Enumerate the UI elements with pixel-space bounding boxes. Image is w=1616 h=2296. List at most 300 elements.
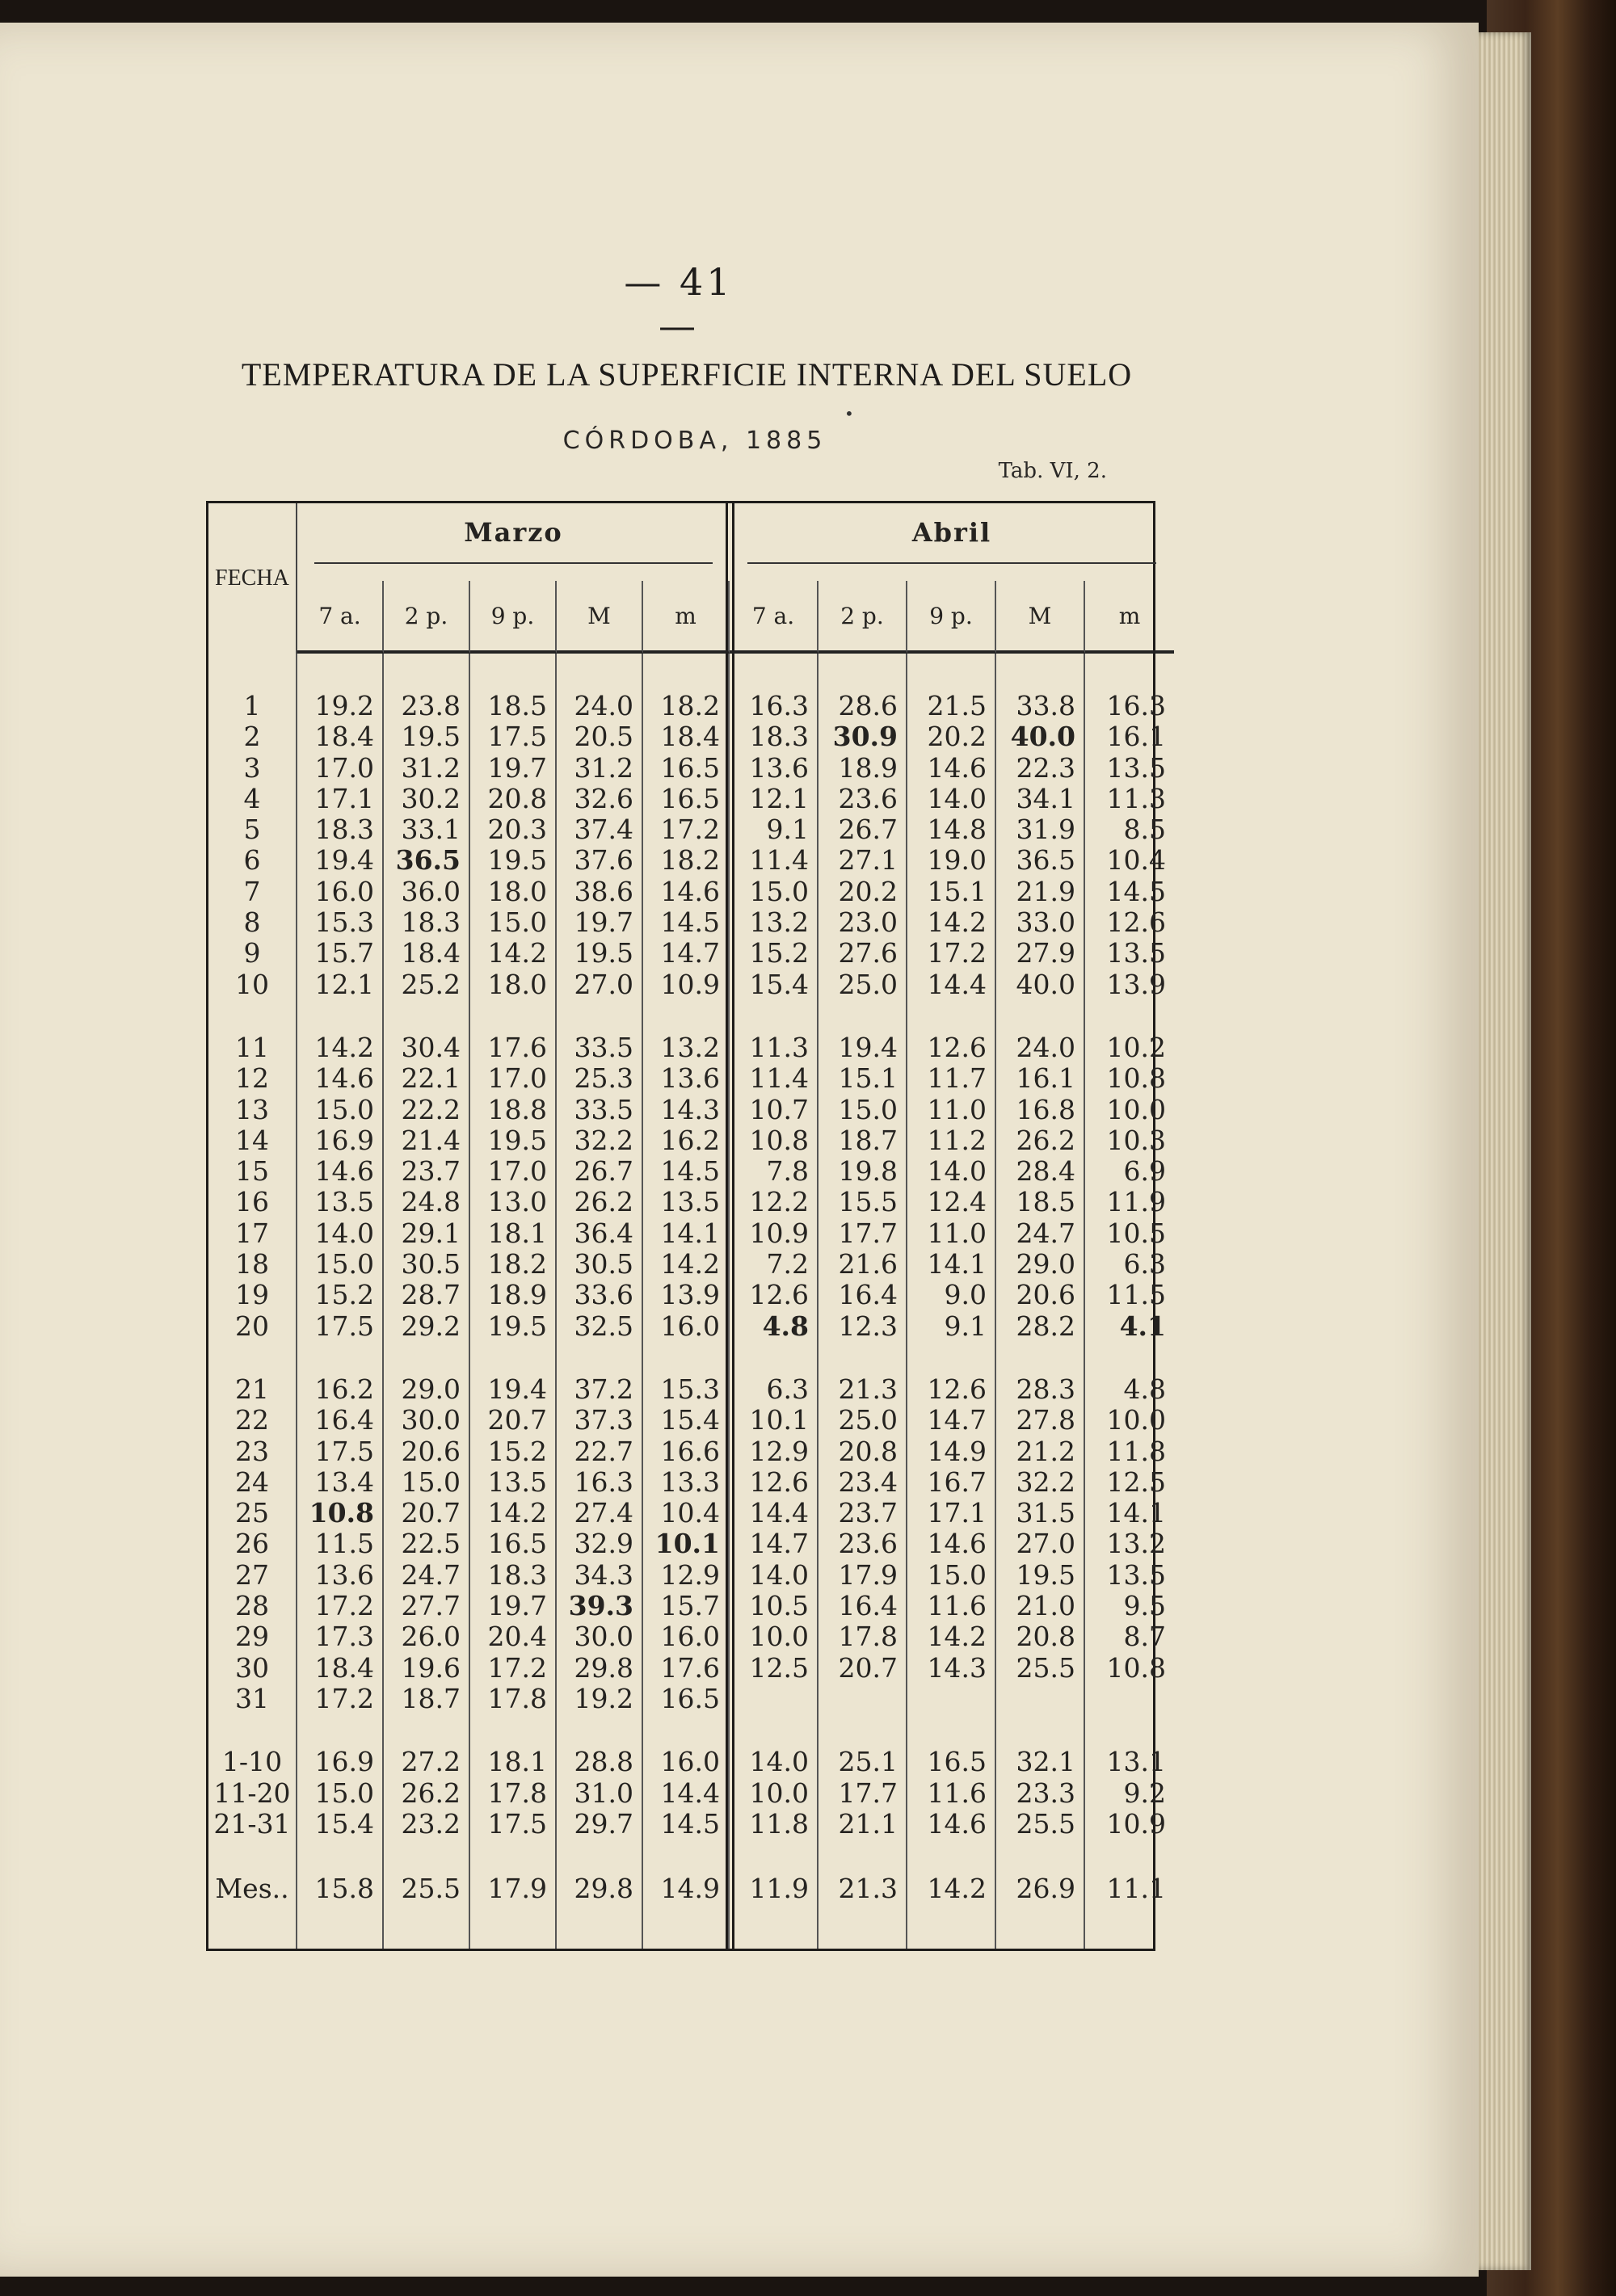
table-cell: 12.6 (927, 1373, 987, 1405)
table-cell (907, 1684, 995, 1714)
table-cell: 14.1 (927, 1248, 987, 1280)
table-cell: 17.0 (487, 1062, 547, 1095)
table-cell: 11.5 (1106, 1279, 1166, 1311)
table-cell: 14.7 (927, 1404, 987, 1436)
decade-mean-cell: 15.0 (314, 1777, 374, 1809)
table-cell: 33.6 (574, 1279, 633, 1311)
decade-mean-cell: 32.1 (1016, 1746, 1075, 1778)
table-cell: 15.0 (927, 1558, 987, 1591)
table-cell: 6.9 (1123, 1155, 1166, 1188)
table-cell: 33.8 (1016, 690, 1075, 721)
table-cell: 7.8 (766, 1155, 809, 1188)
month-mean-cell: 21.3 (838, 1873, 898, 1905)
table-cell: 15.0 (314, 1093, 374, 1125)
table-cell: 14.4 (927, 968, 987, 1000)
month-mean-cell: 29.8 (574, 1873, 633, 1905)
table-cell: 13.2 (660, 1031, 720, 1063)
row-gap (297, 1840, 382, 1873)
table-cell: 29.0 (1016, 1248, 1075, 1280)
table-cell: 16.8 (1016, 1093, 1075, 1125)
table-cell: 15.4 (749, 968, 809, 1000)
table-cell: 37.6 (574, 844, 633, 877)
table-cell: 17.5 (487, 721, 547, 753)
table-cell: 37.4 (574, 814, 633, 846)
marzo-9p-column (470, 654, 557, 1949)
table-cell: 11.4 (749, 1062, 809, 1095)
table-cell: 21.9 (1016, 875, 1075, 907)
table-cell: 27.9 (1016, 937, 1075, 969)
table-cell (819, 1684, 906, 1714)
table-cell: 14.4 (749, 1497, 809, 1529)
table-cell: 18.3 (749, 721, 809, 753)
decade-mean-cell: 17.5 (487, 1807, 547, 1840)
table-cell: 19.0 (927, 844, 987, 877)
table-cell: 13.5 (487, 1465, 547, 1498)
table-cell: 15.3 (314, 906, 374, 939)
day-label: 6 (243, 844, 261, 877)
day-label: 29 (235, 1621, 269, 1653)
table-cell: 20.6 (401, 1435, 461, 1467)
table-cell: 12.9 (660, 1558, 720, 1591)
table-cell: 16.2 (314, 1373, 374, 1405)
table-cell: 13.0 (487, 1186, 547, 1218)
table-cell: 17.0 (487, 1155, 547, 1188)
table-cell: 22.5 (401, 1528, 461, 1560)
table-cell: 7.2 (766, 1248, 809, 1280)
table-cell: 27.0 (574, 968, 633, 1000)
table-cell: 21.6 (838, 1248, 898, 1280)
table-cell: 10.5 (749, 1590, 809, 1622)
table-cell: 24.7 (401, 1558, 461, 1591)
table-cell: 17.2 (487, 1651, 547, 1684)
table-cell: 30.5 (574, 1248, 633, 1280)
table-cell: 18.4 (314, 1651, 374, 1684)
row-gap (384, 1714, 469, 1747)
col-header-abril-min: m (1085, 581, 1174, 654)
table-cell: 9.0 (944, 1279, 987, 1311)
row-gap (819, 1000, 906, 1032)
table-cell: 27.7 (401, 1590, 461, 1622)
table-cell: 19.5 (574, 937, 633, 969)
day-label: 5 (243, 814, 261, 846)
table-cell: 14.5 (1106, 875, 1166, 907)
table-cell: 24.7 (1016, 1217, 1075, 1249)
table-cell: 10.1 (749, 1404, 809, 1436)
table-cell: 16.1 (1016, 1062, 1075, 1095)
table-cell: 12.9 (749, 1435, 809, 1467)
table-cell: 14.0 (749, 1558, 809, 1591)
table-cell: 14.3 (927, 1651, 987, 1684)
decade-label: 11-20 (213, 1777, 291, 1809)
decade-mean-cell: 18.1 (487, 1746, 547, 1778)
month-mean-cell: 11.1 (1106, 1873, 1166, 1905)
table-cell: 30.0 (574, 1621, 633, 1653)
table-cell: 34.3 (574, 1558, 633, 1591)
day-label: 1 (243, 690, 261, 721)
row-gap (557, 1714, 642, 1747)
decade-mean-cell: 26.2 (401, 1777, 461, 1809)
table-cell: 4.1 (1119, 1310, 1166, 1342)
day-label: 24 (235, 1465, 269, 1498)
decade-mean-cell: 21.1 (838, 1807, 898, 1840)
day-label: 9 (243, 937, 261, 969)
row-gap (730, 1000, 817, 1032)
table-cell: 27.8 (1016, 1404, 1075, 1436)
table-cell: 11.0 (927, 1217, 987, 1249)
table-cell: 23.6 (838, 782, 898, 814)
table-cell: 33.5 (574, 1031, 633, 1063)
table-cell: 20.2 (927, 721, 987, 753)
abril-7a-column (730, 654, 819, 1949)
table-cell: 16.1 (1106, 721, 1166, 753)
table-cell: 22.2 (401, 1093, 461, 1125)
table-cell: 40.0 (1016, 968, 1075, 1000)
table-cell: 14.9 (927, 1435, 987, 1467)
row-gap (996, 1714, 1084, 1747)
row-gap (996, 1000, 1084, 1032)
day-label: 28 (235, 1590, 269, 1622)
table-cell: 40.0 (1010, 721, 1075, 753)
table-cell: 18.2 (487, 1248, 547, 1280)
table-cell: 20.4 (487, 1621, 547, 1653)
table-cell: 17.7 (838, 1217, 898, 1249)
table-cell: 14.6 (927, 751, 987, 784)
table-cell: 23.4 (838, 1465, 898, 1498)
day-label: 10 (235, 968, 269, 1000)
table-cell: 11.3 (749, 1031, 809, 1063)
table-cell: 15.7 (314, 937, 374, 969)
table-cell: 17.2 (314, 1590, 374, 1622)
row-gap (643, 1714, 728, 1747)
table-cell: 4.8 (1123, 1373, 1166, 1405)
page-title: TEMPERATURA DE LA SUPERFICIE INTERNA DEL SUELO (241, 356, 1133, 393)
table-cell: 14.2 (927, 1621, 987, 1653)
table-cell: 8.7 (1123, 1621, 1166, 1653)
table-cell: 20.6 (1016, 1279, 1075, 1311)
table-cell: 17.8 (838, 1621, 898, 1653)
table-cell: 18.3 (487, 1558, 547, 1591)
col-header-abril-7a: 7 a. (730, 581, 819, 654)
decade-mean-cell: 10.0 (749, 1777, 809, 1809)
table-cell: 23.7 (401, 1155, 461, 1188)
table-cell: 13.3 (660, 1465, 720, 1498)
table-cell: 25.0 (838, 1404, 898, 1436)
table-cell: 29.0 (401, 1373, 461, 1405)
row-gap (643, 1342, 728, 1374)
table-cell: 22.3 (1016, 751, 1075, 784)
day-label: 27 (235, 1558, 269, 1591)
table-cell: 17.6 (487, 1031, 547, 1063)
table-cell: 11.3 (1106, 782, 1166, 814)
table-cell: 20.8 (1016, 1621, 1075, 1653)
table-cell: 19.7 (487, 751, 547, 784)
table-cell: 12.2 (749, 1186, 809, 1218)
table-cell: 22.1 (401, 1062, 461, 1095)
table-cell: 14.6 (660, 875, 720, 907)
table-cell: 25.0 (838, 968, 898, 1000)
day-label: 23 (235, 1435, 269, 1467)
table-cell: 13.4 (314, 1465, 374, 1498)
row-gap (208, 1714, 296, 1747)
table-cell: 18.3 (314, 814, 374, 846)
row-gap (730, 1342, 817, 1374)
table-cell: 12.6 (749, 1465, 809, 1498)
day-label: 30 (235, 1651, 269, 1684)
table-cell: 18.1 (487, 1217, 547, 1249)
row-gap (643, 1000, 728, 1032)
day-label: 3 (243, 751, 261, 784)
table-cell: 16.5 (660, 1682, 720, 1714)
table-cell: 29.2 (401, 1310, 461, 1342)
row-gap (297, 1000, 382, 1032)
table-cell: 32.5 (574, 1310, 633, 1342)
row-gap (1085, 1840, 1174, 1873)
table-cell: 18.3 (401, 906, 461, 939)
day-label: 12 (235, 1062, 269, 1095)
table-cell: 16.7 (927, 1465, 987, 1498)
row-gap (819, 1840, 906, 1873)
row-gap (297, 1342, 382, 1374)
table-cell: 10.8 (309, 1497, 374, 1529)
table-cell: 31.2 (401, 751, 461, 784)
table-cell: 14.0 (927, 782, 987, 814)
table-cell: 16.0 (314, 875, 374, 907)
table-cell: 13.5 (1106, 751, 1166, 784)
row-gap (557, 1840, 642, 1873)
page-subtitle: CÓRDOBA, 1885 (562, 427, 827, 455)
table-cell: 26.7 (838, 814, 898, 846)
table-cell: 20.7 (401, 1497, 461, 1529)
table-cell: 17.1 (314, 782, 374, 814)
table-cell: 18.8 (487, 1093, 547, 1125)
table-cell: 18.2 (660, 844, 720, 877)
table-cell: 12.1 (749, 782, 809, 814)
table-cell: 16.2 (660, 1124, 720, 1156)
table-cell: 17.5 (314, 1310, 374, 1342)
table-cell: 28.4 (1016, 1155, 1075, 1188)
day-label: 17 (235, 1217, 269, 1249)
table-cell: 10.9 (749, 1217, 809, 1249)
table-cell: 21.3 (838, 1373, 898, 1405)
table-cell: 14.2 (487, 1497, 547, 1529)
row-gap (297, 1714, 382, 1747)
table-cell: 29.8 (574, 1651, 633, 1684)
table-cell: 17.3 (314, 1621, 374, 1653)
table-cell: 15.0 (314, 1248, 374, 1280)
table-cell: 8.5 (1123, 814, 1166, 846)
table-cell: 14.6 (314, 1062, 374, 1095)
table-cell: 16.4 (838, 1279, 898, 1311)
table-cell: 16.5 (660, 782, 720, 814)
table-cell: 24.8 (401, 1186, 461, 1218)
decade-mean-cell: 28.8 (574, 1746, 633, 1778)
decade-mean-cell: 9.2 (1123, 1777, 1166, 1809)
table-cell: 11.9 (1106, 1186, 1166, 1218)
table-cell: 15.7 (660, 1590, 720, 1622)
table-cell: 21.4 (401, 1124, 461, 1156)
table-cell: 27.6 (838, 937, 898, 969)
table-cell: 12.3 (838, 1310, 898, 1342)
decade-mean-cell: 25.1 (838, 1746, 898, 1778)
marzo-7a-column (297, 654, 384, 1949)
table-cell: 32.2 (1016, 1465, 1075, 1498)
table-cell: 11.7 (927, 1062, 987, 1095)
table-cell: 17.9 (838, 1558, 898, 1591)
table-cell: 19.4 (838, 1031, 898, 1063)
table-cell: 30.5 (401, 1248, 461, 1280)
table-cell: 18.0 (487, 968, 547, 1000)
decade-mean-cell: 29.7 (574, 1807, 633, 1840)
table-cell: 24.0 (574, 690, 633, 721)
day-label: 21 (235, 1373, 269, 1405)
table-cell: 13.9 (1106, 968, 1166, 1000)
table-cell: 30.2 (401, 782, 461, 814)
table-cell: 18.0 (487, 875, 547, 907)
table-cell: 12.6 (927, 1031, 987, 1063)
table-cell: 15.1 (838, 1062, 898, 1095)
table-cell: 13.5 (1106, 1558, 1166, 1591)
table-cell: 36.0 (401, 875, 461, 907)
row-gap (470, 1840, 555, 1873)
table-cell: 15.2 (749, 937, 809, 969)
table-cell: 10.9 (660, 968, 720, 1000)
day-label: 26 (235, 1528, 269, 1560)
table-cell: 17.0 (314, 751, 374, 784)
table-cell: 9.1 (766, 814, 809, 846)
row-gap (384, 1000, 469, 1032)
table-cell: 14.2 (314, 1031, 374, 1063)
table-cell: 16.4 (314, 1404, 374, 1436)
table-cell: 30.4 (401, 1031, 461, 1063)
decade-mean-cell: 14.4 (660, 1777, 720, 1809)
col-header-marzo-min: m (643, 581, 730, 654)
abril-2p-column (819, 654, 907, 1949)
table-cell: 34.1 (1016, 782, 1075, 814)
table-cell: 33.1 (401, 814, 461, 846)
table-cell: 18.4 (401, 937, 461, 969)
table-cell: 39.3 (568, 1590, 633, 1622)
table-cell: 19.2 (314, 690, 374, 721)
day-label: 11 (235, 1031, 269, 1063)
col-header-abril-9p: 9 p. (907, 581, 996, 654)
table-cell: 18.4 (314, 721, 374, 753)
table-cell: 29.1 (401, 1217, 461, 1249)
table-cell: 10.0 (1106, 1404, 1166, 1436)
decade-mean-cell: 14.5 (660, 1807, 720, 1840)
table-cell: 28.2 (1016, 1310, 1075, 1342)
table-cell: 30.0 (401, 1404, 461, 1436)
table-cell: 20.3 (487, 814, 547, 846)
row-gap (819, 1342, 906, 1374)
table-cell: 23.6 (838, 1528, 898, 1560)
table-cell (1085, 1684, 1174, 1714)
day-label: 15 (235, 1155, 269, 1188)
table-cell: 10.5 (1106, 1217, 1166, 1249)
table-cell: 32.6 (574, 782, 633, 814)
month-mean-cell: 11.9 (749, 1873, 809, 1905)
row-gap (730, 1840, 817, 1873)
table-cell: 16.3 (749, 690, 809, 721)
table-cell: 19.5 (487, 844, 547, 877)
print-mark: • (844, 404, 854, 423)
day-label: 18 (235, 1248, 269, 1280)
table-cell: 10.8 (1106, 1062, 1166, 1095)
decade-mean-cell: 14.6 (927, 1807, 987, 1840)
table-cell: 21.0 (1016, 1590, 1075, 1622)
table-cell: 14.7 (660, 937, 720, 969)
table-cell: 25.3 (574, 1062, 633, 1095)
table-cell: 10.0 (749, 1621, 809, 1653)
table-cell: 16.3 (574, 1465, 633, 1498)
table-cell: 13.6 (749, 751, 809, 784)
row-gap (470, 1000, 555, 1032)
table-cell: 30.9 (832, 721, 898, 753)
table-cell: 18.7 (401, 1682, 461, 1714)
table-cell: 27.0 (1016, 1528, 1075, 1560)
row-gap (907, 1342, 995, 1374)
table-cell: 15.2 (314, 1279, 374, 1311)
table-cell: 14.1 (1106, 1497, 1166, 1529)
day-label: 22 (235, 1404, 269, 1436)
table-cell: 23.7 (838, 1497, 898, 1529)
table-cell: 14.5 (660, 906, 720, 939)
table-cell: 26.2 (1016, 1124, 1075, 1156)
table-cell: 12.6 (1106, 906, 1166, 939)
table-cell: 14.6 (927, 1528, 987, 1560)
table-cell: 13.2 (749, 906, 809, 939)
table-cell: 16.5 (487, 1528, 547, 1560)
table-cell: 20.8 (487, 782, 547, 814)
day-label: 31 (235, 1682, 269, 1714)
table-cell: 12.1 (314, 968, 374, 1000)
table-cell: 9.1 (944, 1310, 987, 1342)
table-cell: 20.7 (487, 1404, 547, 1436)
table-cell: 26.2 (574, 1186, 633, 1218)
table-cell: 17.2 (314, 1682, 374, 1714)
temperature-table (208, 503, 1166, 1949)
col-header-marzo-max: M (557, 581, 643, 654)
table-cell: 13.6 (660, 1062, 720, 1095)
row-gap (907, 1714, 995, 1747)
abril-max-column (996, 654, 1085, 1949)
table-cell: 15.5 (838, 1186, 898, 1218)
table-cell: 36.5 (1016, 844, 1075, 877)
decade-mean-cell: 13.1 (1106, 1746, 1166, 1778)
decade-mean-cell: 11.8 (749, 1807, 809, 1840)
decade-label: 21-31 (213, 1807, 291, 1840)
table-cell: 14.0 (927, 1155, 987, 1188)
table-cell: 19.5 (1016, 1558, 1075, 1591)
table-cell: 19.8 (838, 1155, 898, 1188)
row-gap (208, 1000, 296, 1032)
row-gap (208, 1342, 296, 1374)
table-cell: 10.8 (1106, 1651, 1166, 1684)
table-cell: 13.5 (1106, 937, 1166, 969)
table-cell: 28.7 (401, 1279, 461, 1311)
abril-min-column (1085, 654, 1174, 1949)
table-cell: 14.6 (314, 1155, 374, 1188)
table-cell: 18.9 (838, 751, 898, 784)
header-brace (314, 562, 712, 567)
table-cell: 27.4 (574, 1497, 633, 1529)
table-cell: 19.4 (314, 844, 374, 877)
table-cell: 14.1 (660, 1217, 720, 1249)
row-gap (996, 1342, 1084, 1374)
day-label: 16 (235, 1186, 269, 1218)
table-cell: 31.2 (574, 751, 633, 784)
month-name: Abril (911, 517, 992, 548)
table-cell: 14.3 (660, 1093, 720, 1125)
